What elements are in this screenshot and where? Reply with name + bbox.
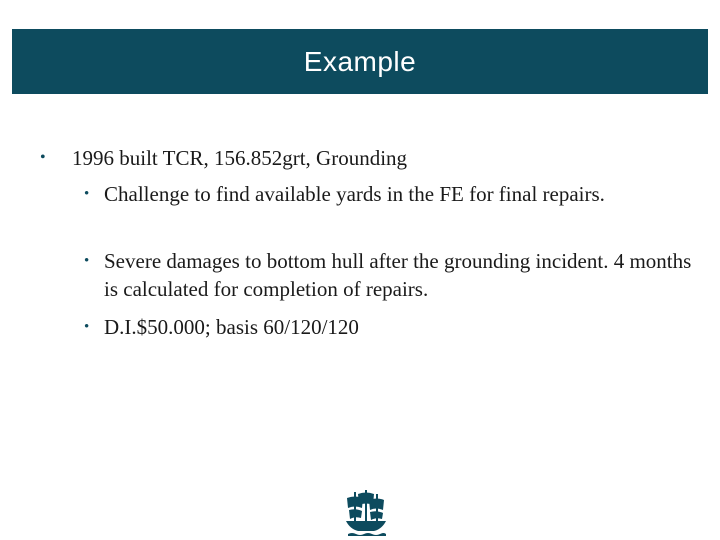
sub-bullet-text: Severe damages to bottom hull after the grounding incident. 4 months is calculated for completion of repairs.: [104, 249, 692, 301]
sub-bullet-text: D.I.$50.000; basis 60/120/120: [104, 315, 359, 339]
bullet-icon: •: [40, 149, 46, 166]
bullet-text: 1996 built TCR, 156.852grt, Grounding: [72, 146, 408, 170]
sub-bullet-text: Challenge to find available yards in the FE for final repairs.: [104, 182, 605, 206]
bullet-icon: •: [84, 319, 90, 335]
sailing-ship-icon: [344, 488, 388, 536]
slide-title: Example: [303, 45, 417, 77]
bullet-icon: •: [84, 253, 90, 269]
bullet-icon: •: [84, 186, 90, 202]
